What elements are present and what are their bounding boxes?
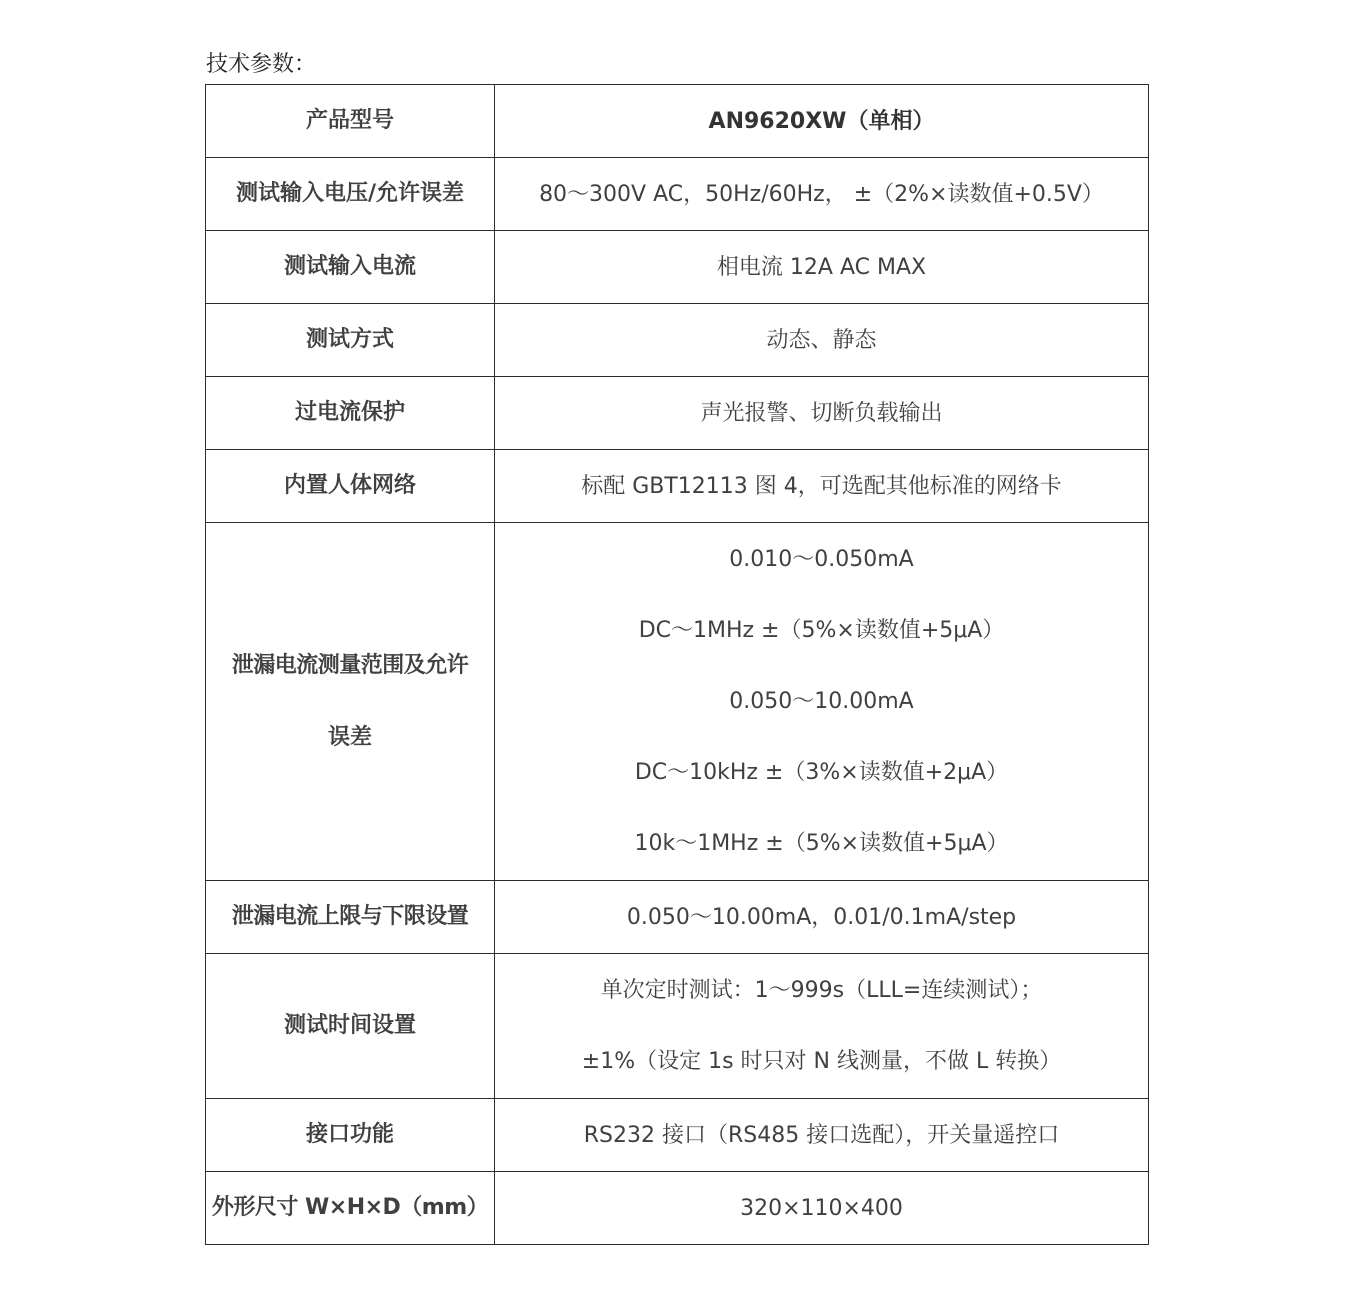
table-row <box>206 231 1149 304</box>
row-value-text: 0.010～0.050mA <box>729 547 914 572</box>
row-value-text: 动态、静态 <box>766 327 877 353</box>
row-label <box>206 304 495 377</box>
page-caption: 技术参数： <box>206 52 317 77</box>
row-value <box>495 377 1149 450</box>
row-value <box>495 158 1149 231</box>
row-label-text: 误差 <box>327 724 372 750</box>
table-row <box>206 304 1149 377</box>
row-label <box>206 1172 495 1245</box>
row-value <box>495 1172 1149 1245</box>
table-header-row <box>206 85 1149 158</box>
row-label <box>206 450 495 523</box>
row-label-text: 测试时间设置 <box>283 1013 416 1038</box>
row-value-text: 声光报警、切断负载输出 <box>700 400 943 426</box>
row-label-text: 测试方式 <box>305 327 394 352</box>
row-label <box>206 158 495 231</box>
row-value-text: DC～1MHz ±（5%×读数值+5μA） <box>638 618 1005 643</box>
row-label-text: 测试输入电流 <box>283 254 416 279</box>
row-value <box>495 450 1149 523</box>
row-value-text: 80～300V AC，50Hz/60Hz， ±（2%×读数值+0.5V） <box>539 181 1104 207</box>
row-label <box>206 231 495 304</box>
row-value-text: 相电流 12A AC MAX <box>716 254 927 280</box>
table-row <box>206 954 1149 1099</box>
table-row <box>206 450 1149 523</box>
row-label <box>206 1099 495 1172</box>
row-value-text: 标配 GBT12113 图 4，可选配其他标准的网络卡 <box>581 473 1062 499</box>
row-label-text: 外形尺寸 W×H×D（mm） <box>211 1195 489 1220</box>
row-label-text: 测试输入电压/允许误差 <box>235 181 465 206</box>
row-label <box>206 881 495 954</box>
row-value <box>495 85 1149 158</box>
row-value-text: 320×110×400 <box>740 1195 903 1221</box>
row-value-text: ±1%（设定 1s 时只对 N 线测量，不做 L 转换） <box>581 1049 1062 1074</box>
row-label <box>206 377 495 450</box>
table-row <box>206 377 1149 450</box>
table-row <box>206 523 1149 881</box>
table-row <box>206 158 1149 231</box>
row-label-text: 泄漏电流上限与下限设置 <box>231 904 469 929</box>
row-label <box>206 954 495 1099</box>
row-value-text: DC～10kHz ±（3%×读数值+2μA） <box>634 760 1009 785</box>
table-row <box>206 1172 1149 1245</box>
row-value <box>495 304 1149 377</box>
spec-table <box>205 84 1149 1245</box>
row-value-text: AN9620XW（单相） <box>708 108 935 134</box>
row-label-text: 接口功能 <box>305 1122 394 1147</box>
row-label-text: 内置人体网络 <box>283 473 416 498</box>
table-row <box>206 881 1149 954</box>
row-label <box>206 85 495 158</box>
row-label-text: 产品型号 <box>305 108 394 133</box>
table-row <box>206 1099 1149 1172</box>
row-value-text: 0.050～10.00mA，0.01/0.1mA/step <box>626 904 1017 930</box>
row-value <box>495 1099 1149 1172</box>
row-label-text: 过电流保护 <box>294 400 405 425</box>
row-value <box>495 954 1149 1099</box>
row-value <box>495 881 1149 954</box>
row-label <box>206 523 495 881</box>
row-value-text: 10k～1MHz ±（5%×读数值+5μA） <box>634 831 1009 856</box>
row-value-text: 0.050～10.00mA <box>729 689 914 714</box>
row-label-text: 泄漏电流测量范围及允许 <box>231 652 469 678</box>
row-value-text: 单次定时测试：1～999s（LLL=连续测试）； <box>600 978 1043 1003</box>
row-value <box>495 231 1149 304</box>
row-value-text: RS232 接口（RS485 接口选配），开关量遥控口 <box>583 1122 1060 1148</box>
row-value <box>495 523 1149 881</box>
